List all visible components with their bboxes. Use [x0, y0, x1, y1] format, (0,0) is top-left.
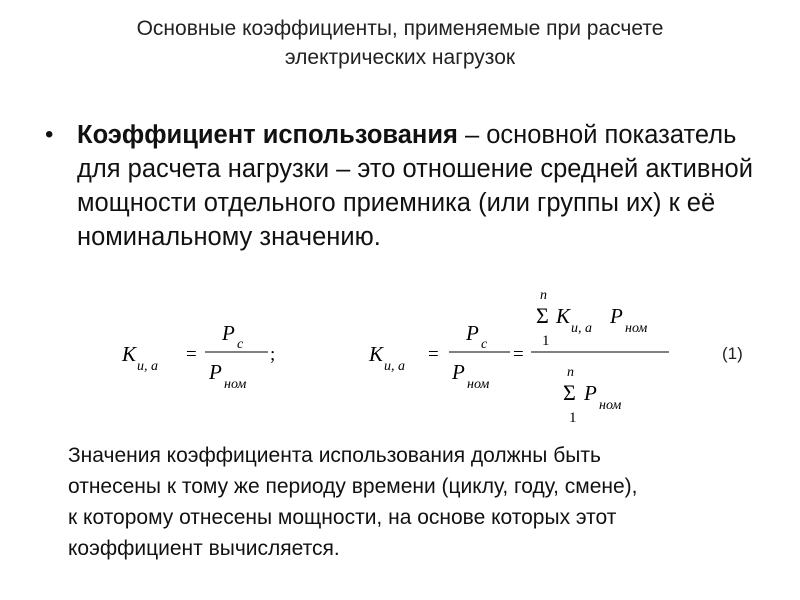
formula2-top-p: P [610, 304, 623, 328]
formula1-num-sub: с [237, 337, 244, 352]
formula2-bottom-p: P [584, 381, 597, 405]
formula2-den-sub: ном [467, 377, 490, 392]
note-line-1: Значения коэффициента использования должны быть [68, 444, 601, 467]
bullet-marker: • [45, 121, 54, 148]
formula2-den-p: P [452, 360, 465, 384]
formula2-k-sub: и, а [384, 359, 405, 374]
formula1-den-sub: ном [224, 377, 247, 392]
bullet-term: Коэффициент использования [77, 121, 458, 149]
formula1-k-sub: и, а [137, 359, 158, 374]
note-line-2: отнесены к тому же периоду времени (циклу, году, смене), [68, 475, 638, 498]
formula1-k: K [122, 342, 137, 366]
note-line-3: к которому отнесены мощности, на основе которых этот [68, 506, 617, 529]
formula2-top-sum-n: n [540, 288, 547, 303]
formula2-bottom-sum-1: 1 [569, 410, 577, 426]
equation-number: (1) [722, 344, 743, 363]
slide-title-line-2: электрических нагрузок [284, 46, 516, 69]
formula2-top-sigma: Σ [536, 303, 549, 328]
formula2-top-sum-1: 1 [542, 333, 550, 349]
formula1-den-p: P [209, 360, 222, 384]
formula1-num-p: P [222, 321, 235, 345]
note-line-4: коэффициент вычисляется. [68, 537, 340, 560]
formula2-equals-1: = [428, 344, 439, 365]
slide-title-line-1: Основные коэффициенты, применяемые при расчете [136, 17, 664, 40]
formula2-bottom-sigma: Σ [563, 380, 576, 405]
formula2-equals-2: = [513, 344, 524, 365]
formula2-num-sub: с [481, 337, 488, 352]
formula2-top-p-sub: ном [625, 321, 648, 336]
formula2-bottom-sum-n: n [567, 365, 574, 380]
note-paragraph [68, 440, 788, 564]
formula2-num-p: P [466, 321, 479, 345]
formula2-top-k: K [556, 304, 571, 328]
formula1-equals: = [186, 344, 197, 365]
formula1-semicolon: ; [270, 344, 276, 365]
formula2-bottom-p-sub: ном [599, 398, 622, 413]
bullet-description: – основной показатель для расчета нагрузки – это отношение средней активной мощности отдельного приемника (или группы их) к её номинальному значению. [77, 121, 753, 251]
formula2-top-k-sub: и, а [571, 321, 592, 336]
formula2-k: K [369, 342, 384, 366]
